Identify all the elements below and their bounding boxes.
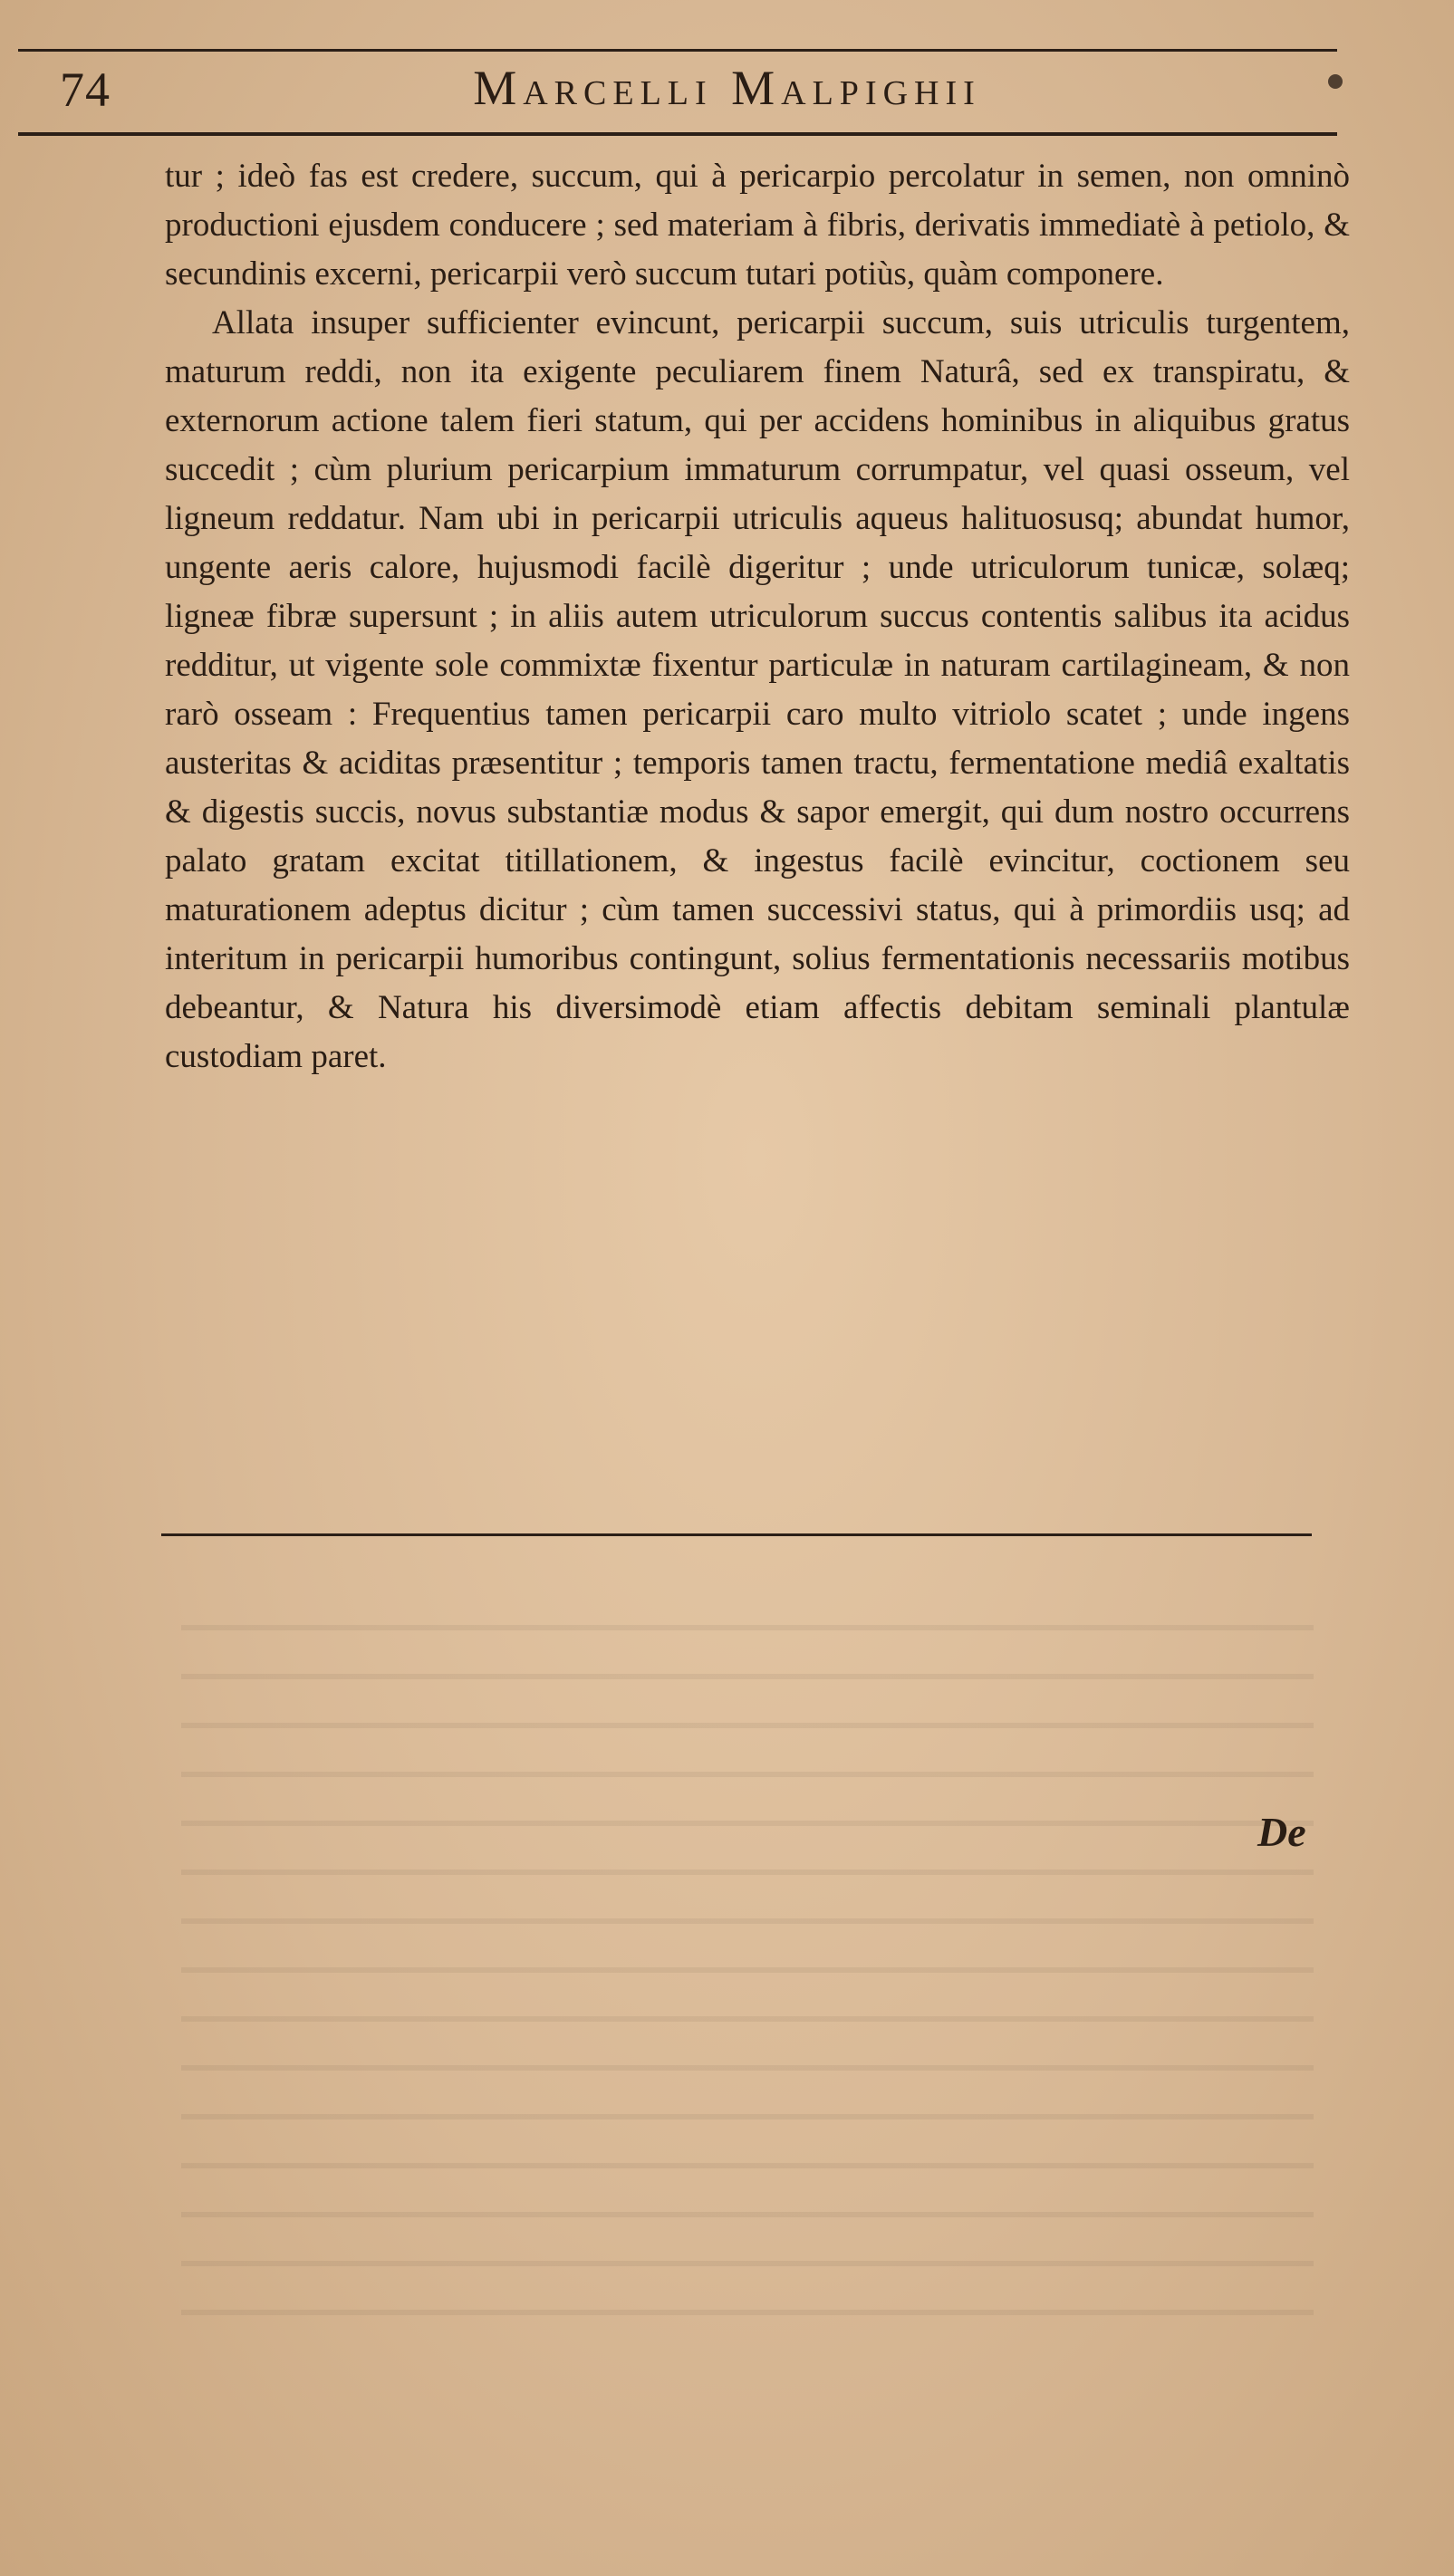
- header-rule: [18, 132, 1337, 136]
- page-number: 74: [60, 62, 111, 117]
- paragraph-2: Allata insuper sufficienter evincunt, pericarpii succum, suis utriculis turgentem, maturum reddi, non ita exigente peculiarem finem Naturâ, sed ex transpiratu, & externorum actione talem fieri statum, qui per accidens hominibus in aliquibus gratus succedit ; cùm plurium pericarpium immaturum corrumpatur, vel quasi osseum, vel ligneum reddatur. Nam ubi in pericarpii utriculis aqueus halituosusq; abundat humor, ungente aeris calore, hujusmodi facilè digeritur ; unde utriculorum tunicæ, solæq; ligneæ fibræ supersunt ; in aliis autem utriculorum succus contentis salibus ita acidus redditur, ut vigente sole commixtæ fixentur particulæ in naturam cartilagineam, & non rarò osseam : Frequentius tamen pericarpii caro multo vitriolo scatet ; unde ingens austeritas & aciditas præsentitur ; temporis tamen tractu, fermentatione mediâ exaltatis & digestis succis, novus substantiæ modus & sapor emergit, qui dum nostro occurrens palato gratam excitat titillationem, & ingestus facilè evincitur, coctionem seu maturationem adeptus dicitur ; cùm tamen successivi status, qui à primordiis usq; ad interitum in pericarpii humoribus contingunt, solius fermentationis necessariis motibus debeantur, & Natura his diversimodè etiam affectis debitam seminali plantulæ custodiam paret.: [165, 304, 1350, 1075]
- top-rule: [18, 49, 1337, 52]
- body-text: [165, 152, 1350, 1081]
- catchword: De: [1257, 1809, 1306, 1855]
- section-end-rule: [161, 1533, 1312, 1536]
- show-through-texture: [181, 1594, 1314, 2337]
- paragraph-1: tur ; ideò fas est credere, succum, qui à pericarpio percolatur in semen, non omninò productioni ejusdem conducere ; sed materiam à fibris, derivatis immediatè à petiolo, & secundinis excerni, pericarpii verò succum tutari potiùs, quàm componere.: [165, 158, 1350, 293]
- running-head: Marcelli Malpighii: [473, 61, 981, 115]
- ornament-dot: [1328, 74, 1343, 89]
